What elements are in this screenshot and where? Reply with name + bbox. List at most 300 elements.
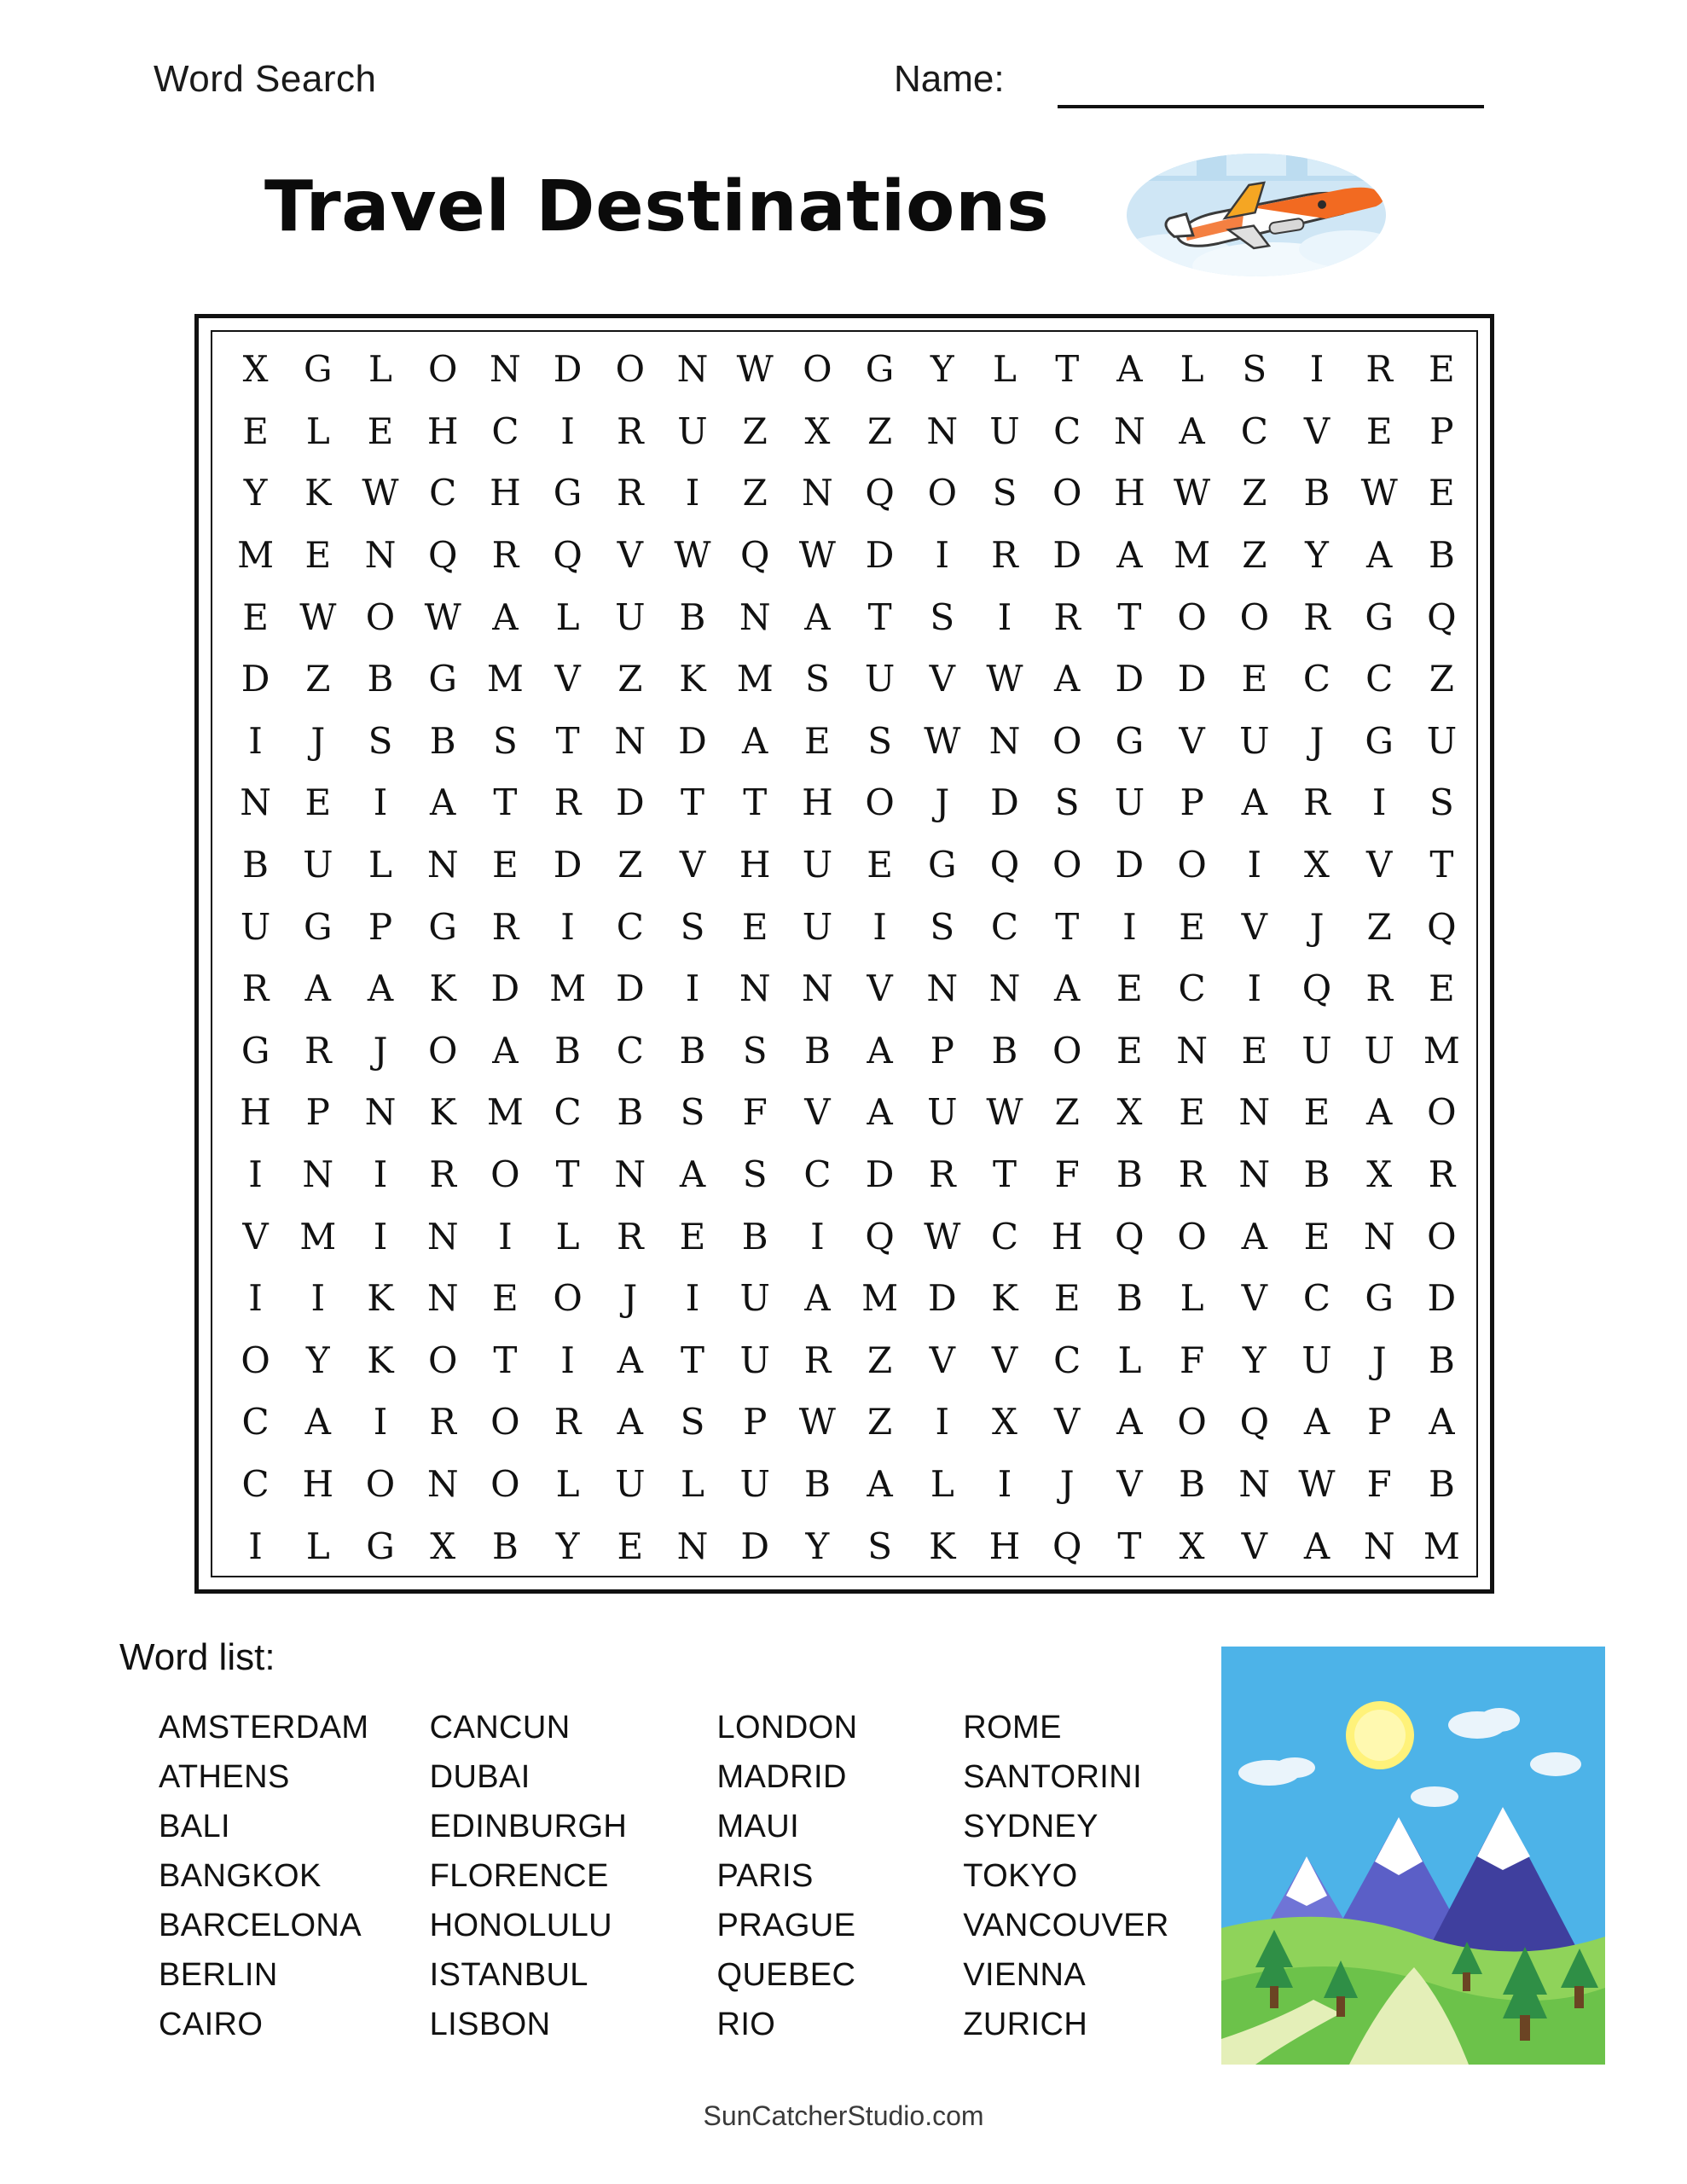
grid-cell[interactable]: M (486, 658, 524, 700)
grid-cell[interactable]: Y (555, 1525, 580, 1567)
grid-cell[interactable]: N (739, 595, 771, 638)
grid-cell[interactable]: G (1115, 719, 1145, 762)
grid-cell[interactable]: J (623, 1277, 638, 1320)
grid-cell[interactable]: S (493, 719, 518, 762)
grid-cell[interactable]: N (302, 1153, 334, 1196)
grid-cell[interactable]: S (1242, 348, 1267, 391)
grid-cell[interactable]: J (935, 781, 950, 824)
grid-cell[interactable]: M (1423, 1525, 1460, 1567)
grid-cell[interactable]: E (1179, 905, 1205, 948)
grid-cell[interactable]: N (364, 1091, 397, 1134)
grid-cell[interactable]: W (986, 1091, 1023, 1134)
grid-cell[interactable]: L (930, 1463, 954, 1506)
grid-cell[interactable]: A (742, 719, 768, 762)
grid-cell[interactable]: R (1303, 781, 1330, 824)
word-list-item[interactable]: RIO (716, 2007, 776, 2042)
grid-cell[interactable]: D (490, 967, 520, 1010)
grid-cell[interactable]: U (864, 658, 896, 700)
grid-cell[interactable]: O (803, 348, 832, 391)
grid-cell[interactable]: V (1116, 1463, 1143, 1506)
grid-cell[interactable]: G (1365, 595, 1394, 638)
grid-cell[interactable]: Q (1427, 595, 1457, 638)
grid-cell[interactable]: G (304, 348, 333, 391)
grid-cell[interactable]: Y (305, 1339, 330, 1381)
grid-cell[interactable]: E (1241, 658, 1268, 700)
grid-cell[interactable]: V (617, 534, 643, 577)
grid-cell[interactable]: R (429, 1401, 456, 1443)
grid-cell[interactable]: H (240, 1091, 271, 1134)
grid-cell[interactable]: B (617, 1091, 644, 1134)
grid-cell[interactable]: C (241, 1401, 270, 1443)
grid-cell[interactable]: H (988, 1525, 1021, 1567)
grid-cell[interactable]: B (367, 658, 394, 700)
grid-cell[interactable]: V (804, 1091, 831, 1134)
grid-cell[interactable]: U (739, 1339, 770, 1381)
grid-cell[interactable]: E (741, 905, 768, 948)
grid-cell[interactable]: D (1177, 658, 1207, 700)
grid-cell[interactable]: T (1117, 1525, 1142, 1567)
grid-cell[interactable]: V (1366, 844, 1393, 886)
word-list-item[interactable]: PARIS (716, 1858, 814, 1894)
grid-cell[interactable]: O (1052, 472, 1082, 514)
grid-cell[interactable]: Y (930, 348, 954, 391)
grid-cell[interactable]: F (1366, 1463, 1392, 1506)
grid-cell[interactable]: T (555, 1153, 580, 1196)
grid-cell[interactable]: O (427, 348, 458, 391)
grid-cell[interactable]: Q (989, 844, 1020, 886)
grid-cell[interactable]: P (1429, 410, 1454, 452)
grid-cell[interactable]: T (680, 1339, 704, 1381)
grid-cell[interactable]: W (924, 1215, 961, 1258)
grid-cell[interactable]: X (992, 1401, 1017, 1443)
grid-cell[interactable]: N (676, 1525, 709, 1567)
grid-cell[interactable]: W (424, 595, 461, 638)
grid-cell[interactable]: R (1303, 595, 1330, 638)
grid-cell[interactable]: D (615, 781, 645, 824)
grid-cell[interactable]: I (935, 534, 950, 577)
grid-cell[interactable]: U (615, 1463, 646, 1506)
grid-cell[interactable]: K (429, 1091, 456, 1134)
grid-cell[interactable]: B (1116, 1277, 1143, 1320)
grid-cell[interactable]: B (1179, 1463, 1206, 1506)
grid-cell[interactable]: Q (1052, 1525, 1082, 1567)
grid-cell[interactable]: J (373, 1029, 388, 1072)
grid-cell[interactable]: Y (1305, 534, 1329, 577)
grid-cell[interactable]: N (426, 844, 459, 886)
grid-cell[interactable]: L (368, 844, 392, 886)
grid-cell[interactable]: L (993, 348, 1017, 391)
grid-cell[interactable]: N (676, 348, 709, 391)
grid-cell[interactable]: O (553, 1277, 583, 1320)
grid-cell[interactable]: U (1114, 781, 1145, 824)
grid-cell[interactable]: C (616, 905, 644, 948)
grid-cell[interactable]: U (1301, 1339, 1332, 1381)
grid-cell[interactable]: K (929, 1525, 956, 1567)
grid-cell[interactable]: V (1241, 1277, 1267, 1320)
grid-cell[interactable]: V (991, 1339, 1018, 1381)
grid-cell[interactable]: B (1303, 1153, 1330, 1196)
grid-cell[interactable]: B (679, 595, 706, 638)
grid-cell[interactable]: X (1366, 1153, 1393, 1196)
grid-cell[interactable]: G (928, 844, 957, 886)
grid-cell[interactable]: R (1053, 595, 1081, 638)
grid-cell[interactable]: H (739, 844, 771, 886)
grid-cell[interactable]: O (1052, 719, 1082, 762)
grid-cell[interactable]: B (429, 719, 456, 762)
grid-cell[interactable]: C (554, 1091, 582, 1134)
grid-cell[interactable]: Z (867, 1401, 893, 1443)
grid-cell[interactable]: C (241, 1463, 270, 1506)
grid-cell[interactable]: J (1059, 1463, 1075, 1506)
grid-cell[interactable]: Y (243, 472, 268, 514)
grid-cell[interactable]: E (492, 1277, 519, 1320)
grid-cell[interactable]: X (242, 348, 269, 391)
grid-cell[interactable]: P (368, 905, 393, 948)
grid-cell[interactable]: R (1365, 967, 1393, 1010)
grid-cell[interactable]: A (1116, 348, 1143, 391)
grid-cell[interactable]: C (1302, 1277, 1331, 1320)
grid-cell[interactable]: O (615, 348, 645, 391)
grid-cell[interactable]: A (804, 1277, 831, 1320)
grid-cell[interactable]: D (740, 1525, 770, 1567)
grid-cell[interactable]: A (367, 967, 394, 1010)
grid-cell[interactable]: S (867, 1525, 892, 1567)
grid-cell[interactable]: R (304, 1029, 332, 1072)
word-list-item[interactable]: BERLIN (159, 1957, 278, 1993)
grid-cell[interactable]: J (310, 719, 326, 762)
grid-cell[interactable]: J (1309, 905, 1325, 948)
grid-cell[interactable]: H (302, 1463, 334, 1506)
grid-cell[interactable]: I (248, 1277, 263, 1320)
grid-cell[interactable]: P (1180, 781, 1204, 824)
grid-cell[interactable]: C (429, 472, 457, 514)
grid-cell[interactable]: Z (617, 658, 643, 700)
grid-cell[interactable]: C (1053, 1339, 1081, 1381)
word-list-item[interactable]: FLORENCE (429, 1858, 609, 1894)
grid-cell[interactable]: B (1428, 1339, 1455, 1381)
grid-cell[interactable]: E (304, 781, 332, 824)
grid-cell[interactable]: V (867, 967, 893, 1010)
grid-cell[interactable]: T (1055, 348, 1080, 391)
grid-cell[interactable]: E (1053, 1277, 1081, 1320)
grid-cell[interactable]: U (240, 905, 271, 948)
grid-cell[interactable]: M (237, 534, 275, 577)
grid-cell[interactable]: A (1429, 1401, 1455, 1443)
grid-cell[interactable]: Q (1115, 1215, 1145, 1258)
grid-cell[interactable]: E (242, 410, 269, 452)
grid-cell[interactable]: P (305, 1091, 330, 1134)
grid-cell[interactable]: T (743, 781, 768, 824)
grid-cell[interactable]: N (1176, 1029, 1208, 1072)
grid-cell[interactable]: D (1052, 534, 1082, 577)
grid-cell[interactable]: M (486, 1091, 524, 1134)
grid-cell[interactable]: Q (739, 534, 770, 577)
grid-cell[interactable]: R (616, 472, 644, 514)
grid-cell[interactable]: X (430, 1525, 456, 1567)
grid-cell[interactable]: O (1177, 595, 1207, 638)
grid-cell[interactable]: O (1239, 595, 1269, 638)
grid-cell[interactable]: C (990, 1215, 1019, 1258)
grid-cell[interactable]: O (1177, 844, 1207, 886)
grid-cell[interactable]: A (1366, 1091, 1393, 1134)
grid-cell[interactable]: Z (1366, 905, 1392, 948)
grid-cell[interactable]: N (614, 719, 646, 762)
grid-cell[interactable]: U (1301, 1029, 1332, 1072)
grid-cell[interactable]: I (685, 967, 700, 1010)
grid-cell[interactable]: O (1052, 844, 1082, 886)
word-list-item[interactable]: ROME (963, 1710, 1062, 1745)
grid-cell[interactable]: E (804, 719, 831, 762)
word-list-item[interactable]: VIENNA (963, 1957, 1087, 1993)
grid-cell[interactable]: A (679, 1153, 706, 1196)
grid-cell[interactable]: K (679, 658, 706, 700)
grid-cell[interactable]: U (802, 844, 833, 886)
grid-cell[interactable]: B (491, 1525, 519, 1567)
grid-cell[interactable]: Z (1242, 534, 1267, 577)
grid-cell[interactable]: O (927, 472, 957, 514)
grid-cell[interactable]: A (867, 1091, 893, 1134)
grid-cell[interactable]: M (549, 967, 587, 1010)
grid-cell[interactable]: R (429, 1153, 456, 1196)
grid-cell[interactable]: P (930, 1029, 954, 1072)
grid-cell[interactable]: N (1114, 410, 1145, 452)
grid-cell[interactable]: C (1053, 410, 1081, 452)
grid-cell[interactable]: V (242, 1215, 269, 1258)
grid-cell[interactable]: Z (1429, 658, 1454, 700)
grid-cell[interactable]: B (991, 1029, 1018, 1072)
grid-cell[interactable]: N (426, 1463, 459, 1506)
grid-cell[interactable]: A (1303, 1525, 1330, 1567)
grid-cell[interactable]: E (492, 844, 519, 886)
grid-cell[interactable]: A (304, 1401, 331, 1443)
grid-cell[interactable]: L (1117, 1339, 1142, 1381)
grid-cell[interactable]: N (802, 967, 833, 1010)
grid-cell[interactable]: Z (1054, 1091, 1080, 1134)
word-list-item[interactable]: QUEBEC (716, 1957, 856, 1993)
grid-cell[interactable]: N (614, 1153, 646, 1196)
grid-cell[interactable]: O (427, 1339, 458, 1381)
grid-cell[interactable]: N (240, 781, 271, 824)
grid-cell[interactable]: C (1302, 658, 1331, 700)
grid-cell[interactable]: R (491, 534, 519, 577)
grid-cell[interactable]: A (867, 1029, 893, 1072)
grid-cell[interactable]: W (798, 534, 836, 577)
grid-cell[interactable]: B (554, 1029, 582, 1072)
grid-cell[interactable]: I (810, 1215, 825, 1258)
grid-cell[interactable]: N (926, 410, 959, 452)
grid-cell[interactable]: U (303, 844, 333, 886)
word-list-item[interactable]: SANTORINI (963, 1759, 1143, 1795)
word-list-item[interactable]: TOKYO (963, 1858, 1078, 1894)
word-list-item[interactable]: EDINBURGH (429, 1809, 628, 1844)
grid-cell[interactable]: G (366, 1525, 395, 1567)
grid-cell[interactable]: A (304, 967, 331, 1010)
grid-cell[interactable]: G (428, 658, 457, 700)
grid-cell[interactable]: I (685, 1277, 700, 1320)
grid-cell[interactable]: B (803, 1463, 831, 1506)
grid-cell[interactable]: I (560, 905, 575, 948)
word-list-item[interactable]: PRAGUE (716, 1908, 856, 1943)
grid-cell[interactable]: L (555, 1215, 580, 1258)
word-list-item[interactable]: MAUI (716, 1809, 800, 1844)
grid-cell[interactable]: U (989, 410, 1020, 452)
grid-cell[interactable]: Z (742, 472, 768, 514)
grid-cell[interactable]: H (426, 410, 459, 452)
grid-cell[interactable]: P (743, 1401, 768, 1443)
grid-cell[interactable]: R (928, 1153, 956, 1196)
grid-cell[interactable]: U (1426, 719, 1458, 762)
grid-cell[interactable]: E (679, 1215, 706, 1258)
grid-cell[interactable]: B (1428, 1463, 1455, 1506)
grid-cell[interactable]: Z (1242, 472, 1267, 514)
grid-cell[interactable]: A (617, 1339, 643, 1381)
grid-cell[interactable]: N (1363, 1215, 1395, 1258)
grid-cell[interactable]: O (241, 1339, 270, 1381)
grid-cell[interactable]: Z (867, 410, 893, 452)
word-list-item[interactable]: CANCUN (429, 1710, 571, 1745)
grid-cell[interactable]: N (426, 1277, 459, 1320)
grid-cell[interactable]: B (1303, 472, 1330, 514)
grid-cell[interactable]: Q (1427, 905, 1457, 948)
grid-cell[interactable]: W (736, 348, 774, 391)
grid-cell[interactable]: Q (865, 1215, 895, 1258)
grid-cell[interactable]: T (992, 1153, 1017, 1196)
grid-cell[interactable]: D (615, 967, 645, 1010)
grid-cell[interactable]: S (680, 905, 705, 948)
grid-cell[interactable]: Q (553, 534, 583, 577)
grid-cell[interactable]: A (1241, 1215, 1267, 1258)
grid-cell[interactable]: X (804, 410, 831, 452)
grid-cell[interactable]: V (1241, 905, 1267, 948)
grid-cell[interactable]: I (1122, 905, 1137, 948)
grid-cell[interactable]: F (742, 1091, 768, 1134)
grid-cell[interactable]: H (802, 781, 833, 824)
grid-cell[interactable]: N (926, 967, 959, 1010)
word-search-grid[interactable] (224, 339, 1473, 1577)
grid-cell[interactable]: A (492, 595, 519, 638)
grid-cell[interactable]: S (368, 719, 393, 762)
grid-cell[interactable]: N (988, 719, 1021, 762)
grid-cell[interactable]: C (1178, 967, 1206, 1010)
grid-cell[interactable]: I (1309, 348, 1325, 391)
grid-cell[interactable]: G (304, 905, 333, 948)
grid-cell[interactable]: D (1115, 844, 1145, 886)
grid-cell[interactable]: C (990, 905, 1019, 948)
word-list-item[interactable]: ATHENS (159, 1759, 290, 1795)
grid-cell[interactable]: Y (1242, 1339, 1267, 1381)
grid-cell[interactable]: T (680, 781, 704, 824)
grid-cell[interactable]: Z (617, 844, 643, 886)
grid-cell[interactable]: J (1371, 1339, 1387, 1381)
grid-cell[interactable]: V (1179, 719, 1205, 762)
grid-cell[interactable]: N (1238, 1153, 1271, 1196)
grid-cell[interactable]: W (924, 719, 961, 762)
grid-cell[interactable]: J (1309, 719, 1325, 762)
grid-cell[interactable]: V (929, 1339, 955, 1381)
grid-cell[interactable]: I (872, 905, 887, 948)
grid-cell[interactable]: N (739, 967, 771, 1010)
grid-cell[interactable]: O (1052, 1029, 1082, 1072)
grid-cell[interactable]: O (1427, 1215, 1457, 1258)
grid-cell[interactable]: K (991, 1277, 1018, 1320)
name-input-line[interactable] (1058, 105, 1484, 108)
grid-cell[interactable]: V (1241, 1525, 1267, 1567)
grid-cell[interactable]: X (1304, 844, 1330, 886)
grid-cell[interactable]: R (1365, 348, 1393, 391)
grid-cell[interactable]: G (865, 348, 895, 391)
grid-cell[interactable]: D (241, 658, 270, 700)
grid-cell[interactable]: S (992, 472, 1017, 514)
grid-cell[interactable]: D (1115, 658, 1145, 700)
grid-cell[interactable]: S (805, 658, 830, 700)
grid-cell[interactable]: D (865, 1153, 895, 1196)
grid-cell[interactable]: T (867, 595, 892, 638)
word-list-item[interactable]: AMSTERDAM (159, 1710, 369, 1745)
grid-cell[interactable]: W (299, 595, 337, 638)
grid-cell[interactable]: A (1054, 967, 1081, 1010)
grid-cell[interactable]: E (867, 844, 893, 886)
grid-cell[interactable]: O (365, 1463, 396, 1506)
grid-cell[interactable]: C (616, 1029, 644, 1072)
grid-cell[interactable]: W (674, 534, 711, 577)
grid-cell[interactable]: O (1427, 1091, 1457, 1134)
grid-cell[interactable]: A (804, 595, 831, 638)
grid-cell[interactable]: S (1429, 781, 1454, 824)
grid-cell[interactable]: R (1428, 1153, 1456, 1196)
grid-cell[interactable]: R (554, 781, 582, 824)
grid-cell[interactable]: O (865, 781, 895, 824)
grid-cell[interactable]: I (685, 472, 700, 514)
grid-cell[interactable]: F (1180, 1339, 1205, 1381)
grid-cell[interactable]: S (930, 595, 955, 638)
grid-cell[interactable]: A (617, 1401, 643, 1443)
word-list-item[interactable]: HONOLULU (429, 1908, 612, 1943)
grid-cell[interactable]: K (304, 472, 332, 514)
grid-cell[interactable]: O (490, 1463, 520, 1506)
grid-cell[interactable]: I (373, 1215, 388, 1258)
grid-cell[interactable]: O (490, 1153, 520, 1196)
grid-cell[interactable]: B (803, 1029, 831, 1072)
grid-cell[interactable]: A (430, 781, 456, 824)
grid-cell[interactable]: I (935, 1401, 950, 1443)
grid-cell[interactable]: A (492, 1029, 519, 1072)
grid-cell[interactable]: U (615, 595, 646, 638)
grid-cell[interactable]: Q (1301, 967, 1332, 1010)
grid-cell[interactable]: A (867, 1463, 893, 1506)
word-list-item[interactable]: VANCOUVER (963, 1908, 1169, 1943)
grid-cell[interactable]: Z (742, 410, 768, 452)
grid-cell[interactable]: V (929, 658, 955, 700)
grid-cell[interactable]: S (680, 1091, 705, 1134)
grid-cell[interactable]: D (553, 348, 583, 391)
grid-cell[interactable]: C (1240, 410, 1268, 452)
word-list-item[interactable]: MADRID (716, 1759, 847, 1795)
grid-cell[interactable]: V (554, 658, 581, 700)
grid-cell[interactable]: A (1116, 1401, 1143, 1443)
grid-cell[interactable]: R (241, 967, 270, 1010)
grid-cell[interactable]: A (1116, 534, 1143, 577)
grid-cell[interactable]: E (367, 410, 394, 452)
grid-cell[interactable]: K (429, 967, 456, 1010)
word-list-item[interactable]: BARCELONA (159, 1908, 362, 1943)
grid-cell[interactable]: D (553, 844, 583, 886)
grid-cell[interactable]: M (299, 1215, 337, 1258)
grid-cell[interactable]: E (1303, 1091, 1330, 1134)
word-list-item[interactable]: CAIRO (159, 2007, 264, 2042)
grid-cell[interactable]: N (988, 967, 1021, 1010)
grid-cell[interactable]: S (867, 719, 892, 762)
grid-cell[interactable]: T (493, 781, 518, 824)
